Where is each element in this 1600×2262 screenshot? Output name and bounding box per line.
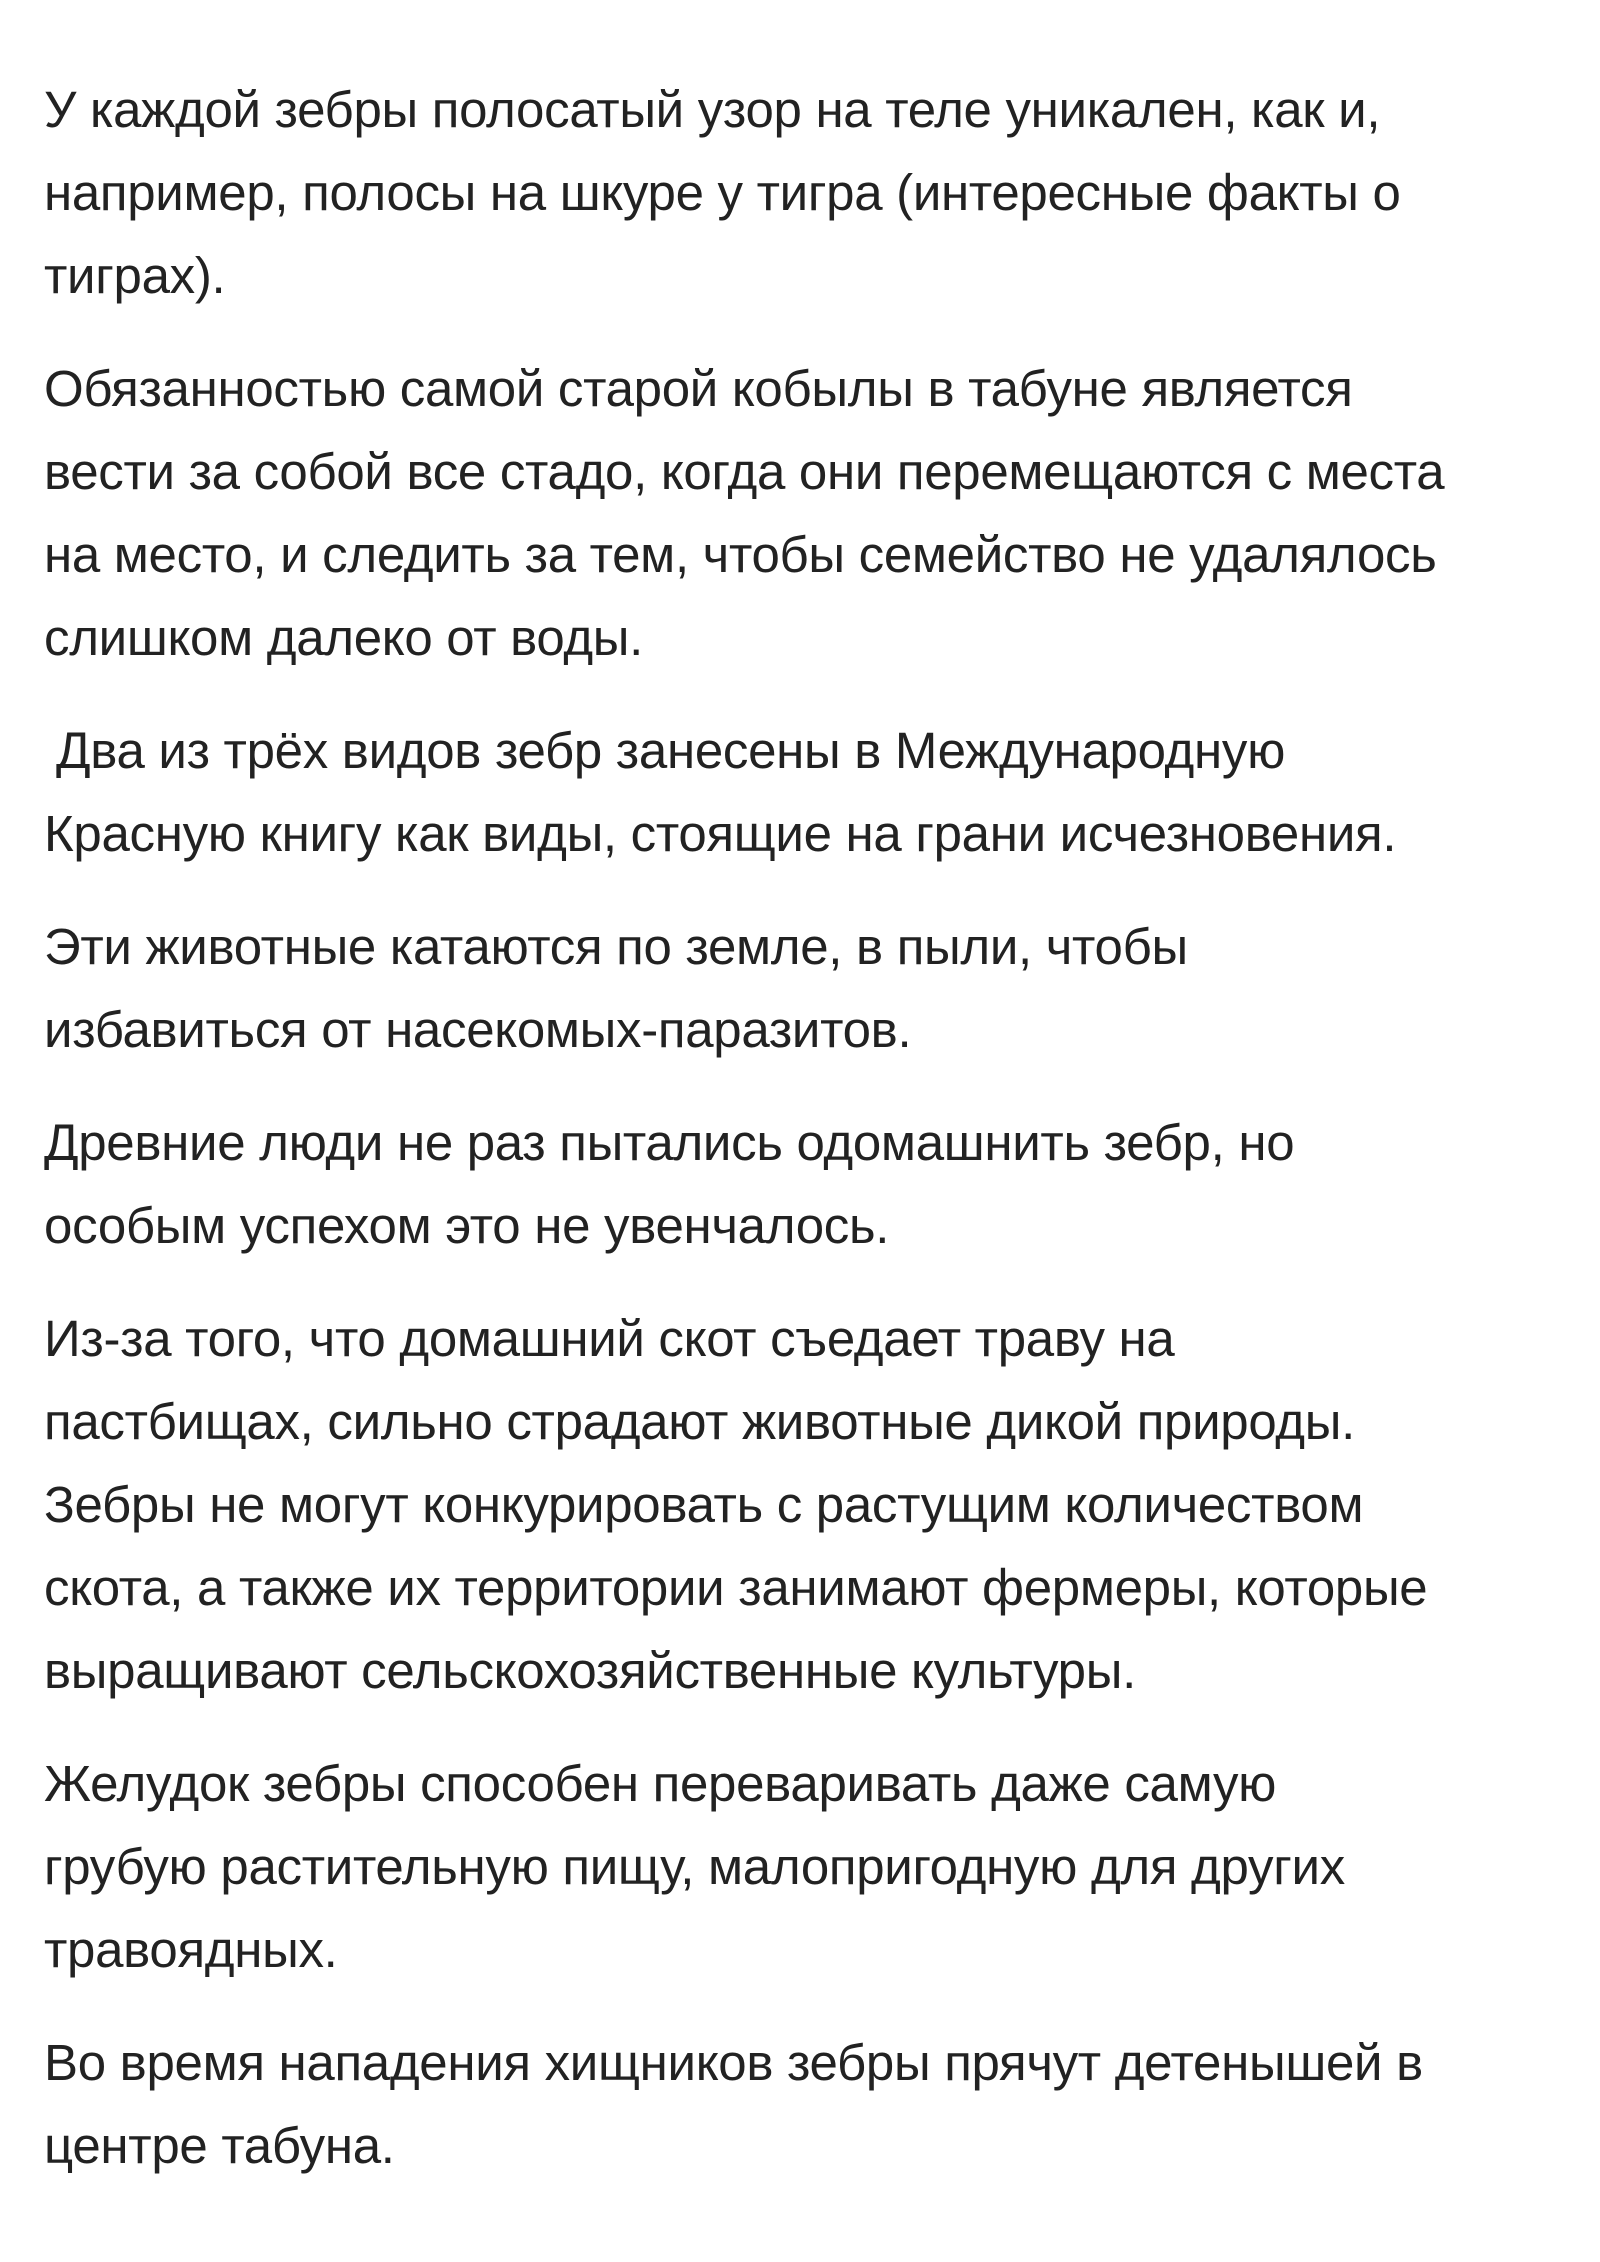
text-line: особым успехом это не увенчалось. (44, 1197, 890, 1254)
text-line: центре табуна. (44, 2117, 395, 2174)
paragraph-domestication (44, 1101, 1540, 1267)
text-line: Во время нападения хищников зебры прячут детенышей в (44, 2034, 1423, 2091)
paragraph-dust-bath (44, 905, 1540, 1071)
text-line: например, полосы на шкуре у тигра (интересные факты о (44, 164, 1401, 221)
text-line: Красную книгу как виды, стоящие на грани исчезновения. (44, 805, 1397, 862)
text-line: Зебры не могут конкурировать с растущим количеством (44, 1476, 1364, 1533)
text-line: тиграх). (44, 247, 226, 304)
text-line: У каждой зебры полосатый узор на теле уникален, как и, (44, 81, 1381, 138)
text-line: Из-за того, что домашний скот съедает траву на (44, 1310, 1175, 1367)
text-line: грубую растительную пищу, малопригодную для других (44, 1838, 1345, 1895)
paragraph-stomach (44, 1742, 1540, 1991)
text-line: Два из трёх видов зебр занесены в Международную (56, 722, 1286, 779)
text-line: избавиться от насекомых-паразитов. (44, 1001, 912, 1058)
text-line: скота, а также их территории занимают фермеры, которые (44, 1559, 1428, 1616)
text-line: пастбищах, сильно страдают животные дикой природы. (44, 1393, 1355, 1450)
text-line: Обязанностью самой старой кобылы в табуне является (44, 360, 1353, 417)
text-line: Эти животные катаются по земле, в пыли, чтобы (44, 918, 1188, 975)
text-line: слишком далеко от воды. (44, 609, 644, 666)
paragraph-predators (44, 2021, 1540, 2187)
text-line: на место, и следить за тем, чтобы семейство не удалялось (44, 526, 1437, 583)
text-line: выращивают сельскохозяйственные культуры. (44, 1642, 1136, 1699)
text-line: Древние люди не раз пытались одомашнить зебр, но (44, 1114, 1295, 1171)
text-line: травоядных. (44, 1921, 338, 1978)
paragraph-old-mare (44, 347, 1540, 679)
paragraph-livestock (44, 1297, 1540, 1712)
text-line: Желудок зебры способен переваривать даже самую (44, 1755, 1277, 1812)
text-line: вести за собой все стадо, когда они перемещаются с места (44, 443, 1445, 500)
paragraph-red-book (44, 709, 1540, 875)
paragraph-stripes (44, 68, 1540, 317)
